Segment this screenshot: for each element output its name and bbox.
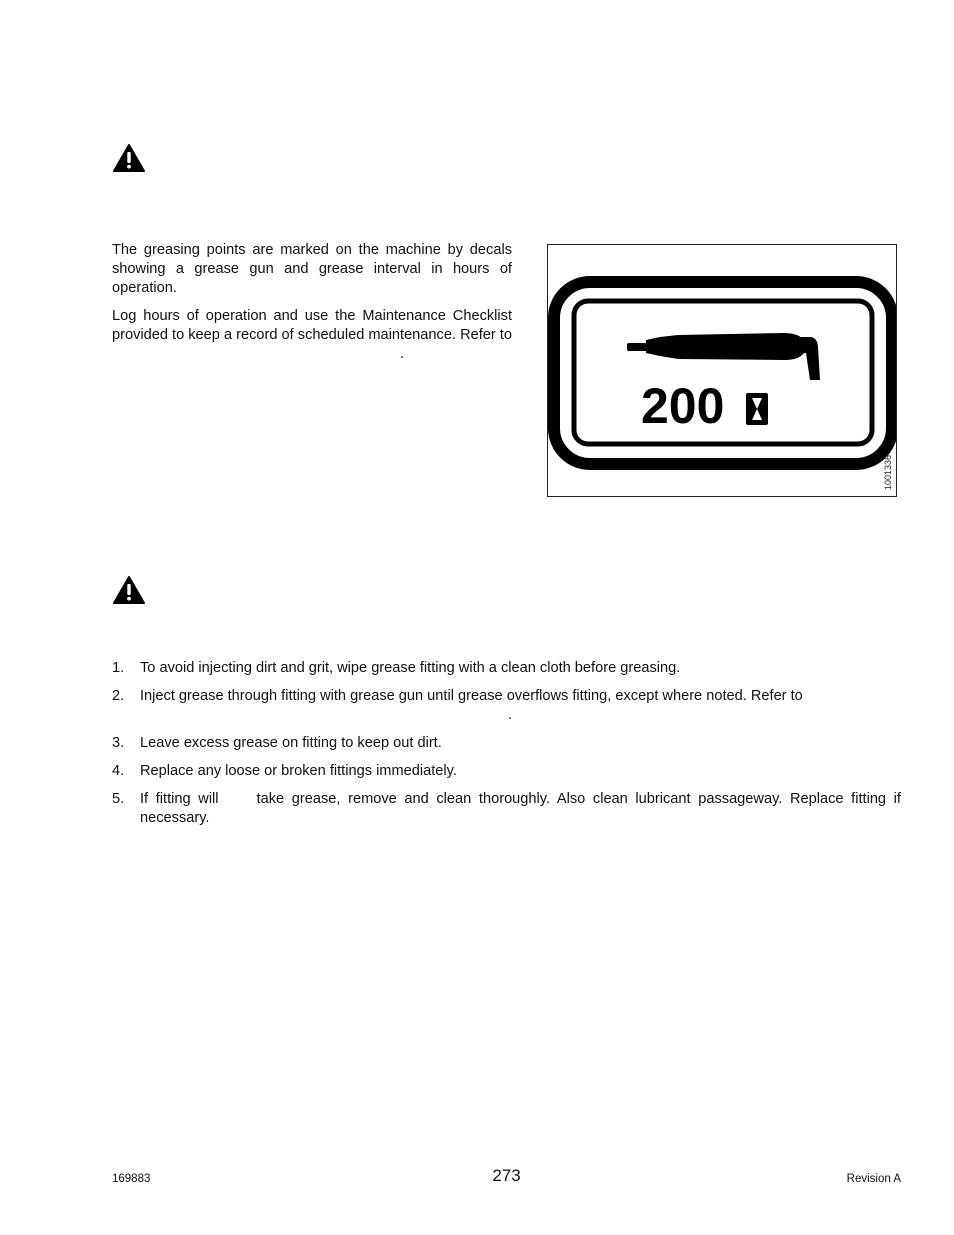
page-number: 273 — [492, 1166, 521, 1185]
grease-gun-icon — [627, 333, 820, 380]
list-item: 3. Leave excess grease on fitting to keep out dirt. — [112, 735, 442, 751]
grease-interval-decal-figure — [547, 244, 897, 497]
revision-label: Revision A — [846, 1173, 901, 1185]
refer-to-text: Refer to — [460, 327, 512, 343]
warning-triangle-icon — [112, 143, 146, 173]
interval-hours-text: 200 — [641, 378, 725, 434]
warning-triangle-icon — [112, 575, 146, 605]
page-footer — [112, 1166, 901, 1190]
list-item: 5. If fitting will take grease, remove and clean thoroughly. Also clean lubricant passageway. Replace fitting if necessary. — [112, 791, 901, 826]
intro-paragraph-2: Log hours of operation and use the Maintenance Checklist provided to keep a record of scheduled maintenance. Refer to. — [112, 308, 512, 362]
figure-id-label: 1001336 — [883, 454, 893, 490]
list-item: 2. Inject grease through fitting with grease gun until grease overflows fitting, except where noted. Refer to . — [112, 688, 803, 723]
intro-paragraph-1: The greasing points are marked on the machine by decals showing a grease gun and grease interval in hours of operation. — [112, 242, 512, 296]
list-item: 4. Replace any loose or broken fittings immediately. — [112, 763, 457, 779]
decal-illustration — [548, 245, 897, 497]
hourglass-icon — [746, 393, 768, 425]
greasing-procedure-steps — [112, 659, 901, 837]
list-item: 1. To avoid injecting dirt and grit, wipe grease fitting with a clean cloth before greasing. — [112, 660, 681, 676]
document-number: 169883 — [112, 1173, 151, 1185]
